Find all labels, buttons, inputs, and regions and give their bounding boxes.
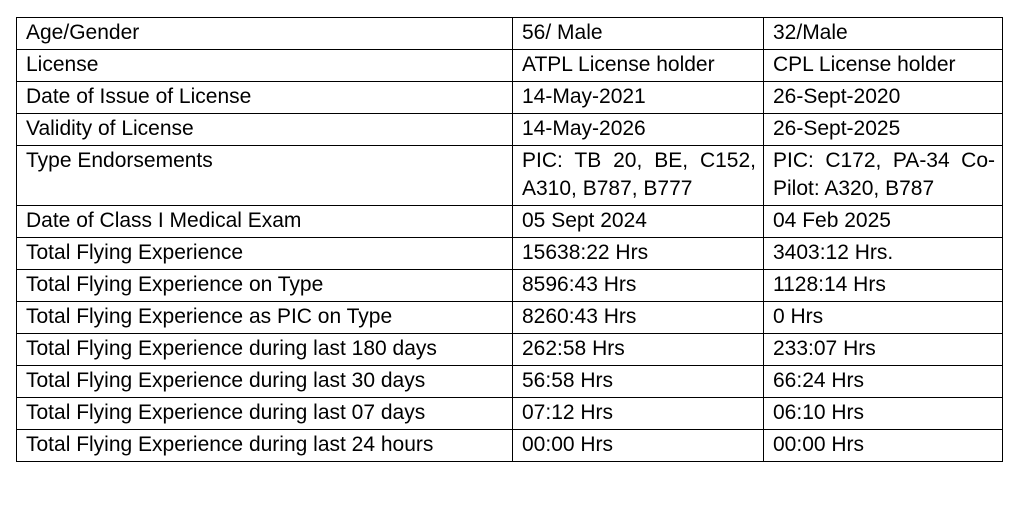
pilot-2-value: 0 Hrs xyxy=(764,302,1003,334)
row-label: Total Flying Experience as PIC on Type xyxy=(17,302,513,334)
row-label: Total Flying Experience during last 180 days xyxy=(17,334,513,366)
pilot-2-value: PIC: C172, PA-34 Co-Pilot: A320, B787 xyxy=(764,146,1003,206)
pilot-1-value: 15638:22 Hrs xyxy=(513,238,764,270)
table-row xyxy=(17,270,1003,302)
table-row xyxy=(17,146,1003,206)
row-label: Total Flying Experience xyxy=(17,238,513,270)
pilot-1-value: ATPL License holder xyxy=(513,50,764,82)
pilot-1-value: 14-May-2026 xyxy=(513,114,764,146)
pilot-2-value: 32/Male xyxy=(764,18,1003,50)
pilot-2-value: 233:07 Hrs xyxy=(764,334,1003,366)
table-row xyxy=(17,366,1003,398)
row-label: Age/Gender xyxy=(17,18,513,50)
row-label: Total Flying Experience during last 30 days xyxy=(17,366,513,398)
row-label: Total Flying Experience on Type xyxy=(17,270,513,302)
row-label: Total Flying Experience during last 07 days xyxy=(17,398,513,430)
pilot-1-value: 00:00 Hrs xyxy=(513,430,764,462)
table-row xyxy=(17,334,1003,366)
row-label: Date of Class I Medical Exam xyxy=(17,206,513,238)
pilot-2-value: 06:10 Hrs xyxy=(764,398,1003,430)
row-label: Validity of License xyxy=(17,114,513,146)
pilot-2-value: 3403:12 Hrs. xyxy=(764,238,1003,270)
pilot-2-value: 66:24 Hrs xyxy=(764,366,1003,398)
pilot-2-value: 1128:14 Hrs xyxy=(764,270,1003,302)
table-row xyxy=(17,238,1003,270)
table-row xyxy=(17,398,1003,430)
pilot-2-value: 26-Sept-2020 xyxy=(764,82,1003,114)
table-row xyxy=(17,302,1003,334)
pilot-1-value: 14-May-2021 xyxy=(513,82,764,114)
pilot-2-value: 00:00 Hrs xyxy=(764,430,1003,462)
table-row xyxy=(17,50,1003,82)
table-row xyxy=(17,206,1003,238)
row-label: Total Flying Experience during last 24 hours xyxy=(17,430,513,462)
pilot-1-value: 05 Sept 2024 xyxy=(513,206,764,238)
table-row xyxy=(17,18,1003,50)
table-row xyxy=(17,430,1003,462)
row-label: Type Endorsements xyxy=(17,146,513,206)
pilot-1-value: 56:58 Hrs xyxy=(513,366,764,398)
table-row xyxy=(17,114,1003,146)
pilot-2-value: 04 Feb 2025 xyxy=(764,206,1003,238)
pilot-2-value: 26-Sept-2025 xyxy=(764,114,1003,146)
pilot-1-value: 07:12 Hrs xyxy=(513,398,764,430)
pilot-1-value: 56/ Male xyxy=(513,18,764,50)
crew-details-table xyxy=(16,17,1003,462)
pilot-1-value: 8596:43 Hrs xyxy=(513,270,764,302)
table-body xyxy=(17,18,1003,462)
pilot-1-value: 262:58 Hrs xyxy=(513,334,764,366)
row-label: License xyxy=(17,50,513,82)
table-row xyxy=(17,82,1003,114)
pilot-1-value: PIC: TB 20, BE, C152, A310, B787, B777 xyxy=(513,146,764,206)
pilot-2-value: CPL License holder xyxy=(764,50,1003,82)
row-label: Date of Issue of License xyxy=(17,82,513,114)
pilot-1-value: 8260:43 Hrs xyxy=(513,302,764,334)
